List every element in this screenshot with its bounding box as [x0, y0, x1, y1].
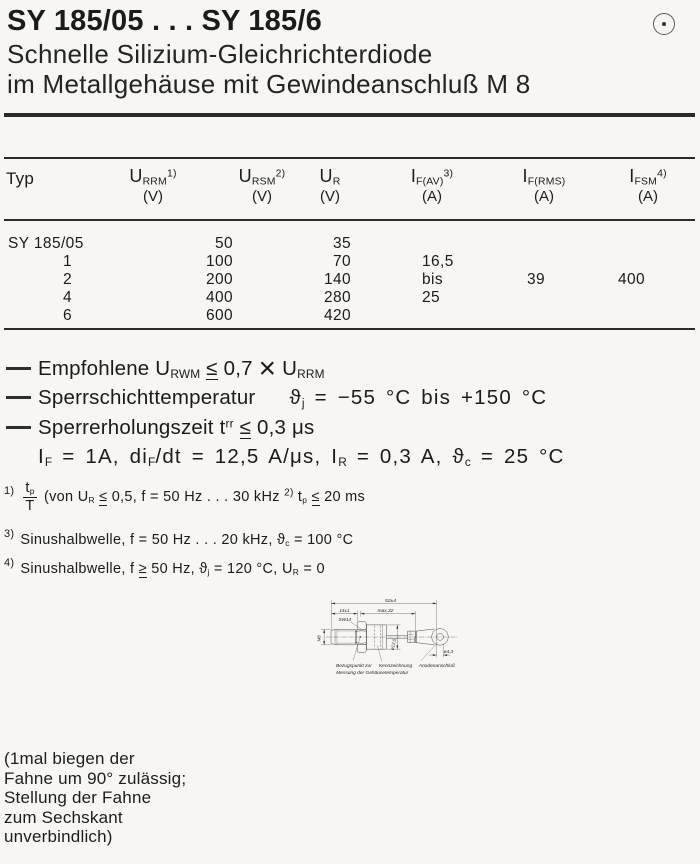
flag-end	[432, 629, 449, 646]
hex-top-face	[357, 622, 366, 630]
cell-ifav: bis	[422, 271, 444, 288]
col-unit: (A)	[638, 187, 658, 205]
registration-mark-icon	[653, 13, 675, 35]
cell-ifrms: 39	[527, 271, 546, 288]
page-title: SY 185/05 . . . SY 185/6	[7, 5, 322, 37]
bend-note-line: Fahne um 90° zulässig;	[4, 768, 187, 788]
footnote-4	[4, 557, 325, 578]
note-junction-temp: Sperrschichttemperatur $ϑ_j = -55$ °C bis +150 °C	[38, 386, 548, 411]
col-unit: (V)	[320, 187, 340, 205]
col-label: $I_{F(AV)}^{3)}$	[410, 166, 454, 188]
cell-typ: 6	[62, 307, 72, 324]
thread-size-label: M8	[316, 635, 322, 642]
col-label: $I_{F(RMS)}$	[522, 166, 566, 188]
cell-typ: 2	[62, 271, 72, 288]
note-urwm: Empfohlene $U_{RWM} \le 0,7 \times U_{RRM}$	[38, 352, 325, 385]
footnote-marker: 1)	[4, 485, 15, 498]
col-header-ur	[300, 166, 360, 205]
anode-hole	[437, 633, 444, 640]
dash-bullet	[6, 396, 31, 399]
subtitle-line-1: Schnelle Silizium-Gleichrichterdiode	[7, 39, 433, 69]
dim-case-label: max.32	[377, 608, 394, 614]
dim-stud-label: 14±1	[339, 607, 350, 613]
cell-urrm: 400	[205, 289, 233, 306]
rule-table-bottom	[4, 328, 695, 330]
col-label: $U_{RRM}^{1)}$	[129, 166, 177, 188]
dash-bullet	[6, 426, 31, 429]
cell-urrm: 50	[214, 235, 233, 252]
dim-overall-label: 52±4	[384, 597, 396, 604]
outline-drawing	[0, 595, 700, 864]
footnote-text: $\frac{t_p}{T}$ (von $U_R \le 0,5$, f = 50 Hz . . . 30 kHz $^{2)}$ $t_p \le 20$ ms	[25, 480, 366, 514]
cell-ur: 70	[332, 253, 351, 270]
cell-ur: 35	[332, 235, 351, 252]
rule-header	[4, 113, 695, 117]
marking-leader	[377, 645, 381, 661]
cell-typ: SY 185/05	[8, 235, 84, 252]
col-label: $U_{RSM}^{2)}$	[238, 166, 286, 188]
footnote-marker: 4)	[4, 557, 15, 569]
cell-typ: 4	[62, 289, 72, 306]
col-header-ursm	[216, 166, 308, 205]
flag-terminal	[416, 629, 434, 631]
cell-ifav: 16,5	[422, 253, 454, 270]
cell-urrm: 100	[205, 253, 233, 270]
ref-point-label-1: Bezugspunkt zur	[335, 664, 372, 670]
footnote-3	[4, 528, 353, 548]
case-dia-label: ø12,5	[389, 638, 397, 651]
cell-urrm: 200	[205, 271, 233, 288]
footnote-1	[4, 480, 365, 515]
footnote-marker: 3)	[4, 528, 15, 540]
cell-ur: 280	[323, 289, 351, 306]
bend-note-line: zum Sechskant	[4, 807, 123, 827]
anode-label: Anodenanschluß	[418, 664, 455, 670]
note-recovery-conditions: $I_F = 1A$, $di_F/dt = 12,5$ A/μs, $I_R = 0,3$ A, $ϑ_c = 25$ °C	[38, 445, 565, 470]
footnote-text: Sinushalbwelle, f = 50 Hz . . . 20 kHz, $ϑ_c = 100$ °C	[20, 532, 354, 549]
col-unit: (A)	[422, 187, 442, 205]
cell-ifsm: 400	[618, 271, 646, 288]
col-header-typ: Typ	[6, 169, 35, 188]
col-label: $I_{FSM}^{4)}$	[629, 166, 667, 188]
col-header-urrm	[106, 166, 200, 205]
col-unit: (A)	[534, 187, 554, 205]
rule-table-head-bottom	[4, 219, 695, 221]
note-recovery-time: Sperrerholungszeit $t^{rr} \le 0,3$ μs	[38, 416, 315, 439]
bend-note-line: unverbindlich)	[4, 827, 113, 846]
col-label: $U_R$	[319, 166, 341, 188]
col-unit: (V)	[252, 187, 272, 205]
rule-table-top	[4, 157, 695, 159]
registration-dot-icon	[662, 22, 666, 26]
col-header-ifrms	[498, 166, 590, 205]
footnote-text: Sinushalbwelle, f ≥ 50 Hz, $ϑ_j = 120$ °C, $U_R = 0$	[20, 561, 325, 578]
cell-urrm: 600	[205, 307, 233, 324]
cell-ifav: 25	[422, 289, 441, 306]
bend-note-line: Stellung der Fahne	[4, 788, 152, 807]
hole-dia-label: ø4,3	[443, 649, 454, 655]
subtitle-line-2: im Metallgehäuse mit Gewindeanschluß M 8	[7, 69, 531, 99]
hex-bottom-face	[357, 644, 366, 652]
marking-label: Kennzeichnung	[378, 664, 413, 670]
dash-bullet	[6, 367, 31, 370]
cell-ur: 140	[323, 271, 351, 288]
cell-typ: 1	[62, 253, 72, 270]
anode-leader	[421, 643, 438, 661]
col-header-ifsm	[602, 166, 694, 205]
cell-ur: 420	[323, 307, 351, 324]
col-unit: (V)	[143, 187, 163, 205]
sw14-leader	[351, 622, 361, 629]
wrench-size-label: SW14	[338, 617, 352, 623]
bend-note-line: (1mal biegen der	[4, 749, 135, 768]
ref-point-label-2: Messung der Gehäusetemperatur	[336, 671, 409, 677]
reference-point-dot	[360, 636, 361, 637]
col-header-ifav	[386, 166, 478, 205]
